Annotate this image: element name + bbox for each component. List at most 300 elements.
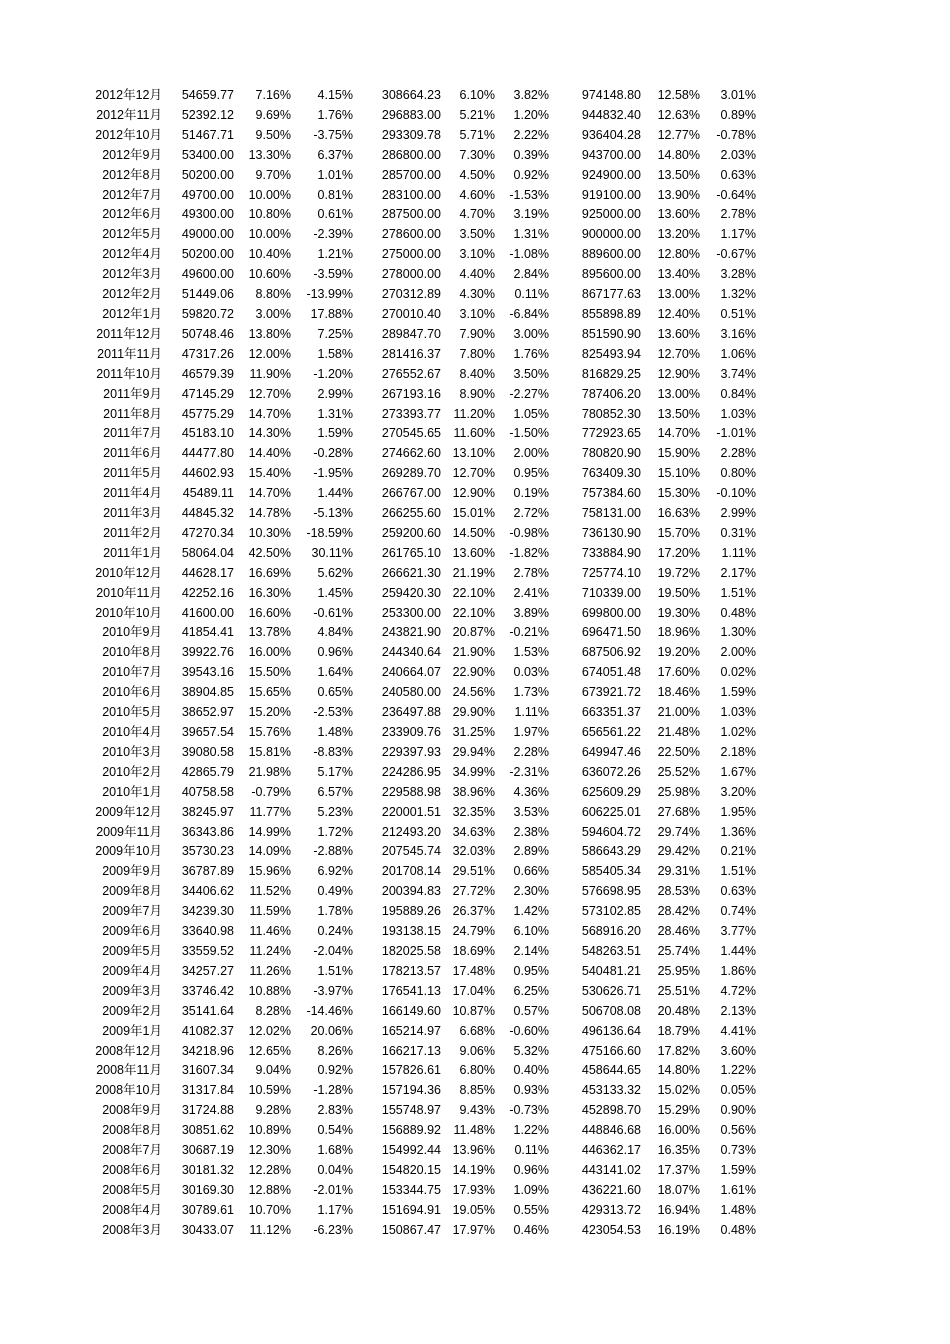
table-cell-v3[interactable]: 585405.34: [581, 864, 641, 879]
table-cell-mom3[interactable]: -0.64%: [716, 187, 756, 202]
table-cell-yoy3[interactable]: 15.02%: [657, 1083, 700, 1098]
table-cell-v1[interactable]: 30789.61: [181, 1202, 234, 1217]
table-cell-v1[interactable]: 30181.32: [181, 1162, 234, 1177]
table-cell-mom2[interactable]: 1.31%: [513, 227, 549, 242]
table-cell-yoy2[interactable]: 5.71%: [459, 127, 495, 142]
table-cell-yoy2[interactable]: 32.35%: [452, 804, 495, 819]
table-cell-mom3[interactable]: 0.31%: [720, 525, 756, 540]
table-cell-yoy1[interactable]: 14.70%: [248, 406, 291, 421]
table-cell-yoy2[interactable]: 17.04%: [452, 983, 495, 998]
table-cell-v3[interactable]: 900000.00: [581, 227, 641, 242]
table-cell-mom3[interactable]: 0.48%: [720, 1222, 756, 1237]
table-cell-yoy3[interactable]: 12.63%: [657, 107, 700, 122]
table-cell-mom2[interactable]: 1.09%: [513, 1182, 549, 1197]
table-cell-v1[interactable]: 30851.62: [181, 1123, 234, 1138]
table-cell-yoy3[interactable]: 12.90%: [657, 366, 700, 381]
table-cell-yoy1[interactable]: 12.70%: [248, 386, 291, 401]
table-cell-month[interactable]: 2008年3月: [102, 1222, 162, 1237]
table-cell-month[interactable]: 2011年10月: [96, 366, 162, 381]
table-cell-month[interactable]: 2010年5月: [102, 705, 162, 720]
table-cell-v3[interactable]: 458644.65: [581, 1063, 641, 1078]
table-cell-yoy3[interactable]: 17.37%: [657, 1162, 700, 1177]
table-cell-month[interactable]: 2009年10月: [95, 844, 162, 859]
table-cell-mom1[interactable]: 0.96%: [317, 645, 353, 660]
table-cell-yoy3[interactable]: 28.42%: [657, 904, 700, 919]
table-cell-v1[interactable]: 50200.00: [181, 167, 234, 182]
table-cell-yoy3[interactable]: 16.94%: [657, 1202, 700, 1217]
table-cell-mom1[interactable]: 1.51%: [317, 963, 353, 978]
table-cell-mom2[interactable]: 6.25%: [513, 983, 549, 998]
table-cell-v1[interactable]: 36343.86: [181, 824, 234, 839]
table-cell-v2[interactable]: 276552.67: [381, 366, 441, 381]
table-cell-v3[interactable]: 540481.21: [581, 963, 641, 978]
table-cell-mom2[interactable]: 0.55%: [513, 1202, 549, 1217]
table-cell-mom3[interactable]: 1.67%: [720, 764, 756, 779]
table-cell-mom1[interactable]: 4.15%: [317, 88, 353, 102]
table-cell-v3[interactable]: 696471.50: [581, 625, 641, 640]
table-cell-yoy3[interactable]: 13.90%: [657, 187, 700, 202]
table-cell-v3[interactable]: 855898.89: [581, 306, 641, 321]
table-cell-v2[interactable]: 283100.00: [381, 187, 441, 202]
table-cell-yoy1[interactable]: 11.52%: [249, 884, 291, 899]
table-cell-v2[interactable]: 281416.37: [381, 346, 441, 361]
table-cell-v3[interactable]: 763409.30: [581, 466, 641, 481]
table-cell-v2[interactable]: 220001.51: [381, 804, 441, 819]
table-cell-mom2[interactable]: 1.76%: [513, 346, 549, 361]
table-cell-yoy3[interactable]: 27.68%: [657, 804, 700, 819]
table-cell-v3[interactable]: 506708.08: [581, 1003, 641, 1018]
table-cell-month[interactable]: 2012年11月: [96, 107, 162, 122]
table-cell-month[interactable]: 2010年12月: [95, 565, 162, 580]
table-cell-yoy1[interactable]: 15.20%: [248, 705, 291, 720]
table-cell-month[interactable]: 2009年7月: [102, 904, 162, 919]
table-cell-yoy2[interactable]: 38.96%: [452, 784, 495, 799]
table-cell-yoy1[interactable]: 12.28%: [248, 1162, 291, 1177]
table-cell-v2[interactable]: 286800.00: [381, 147, 441, 162]
table-cell-mom1[interactable]: -2.88%: [313, 844, 353, 859]
table-cell-v1[interactable]: 33640.98: [181, 924, 234, 939]
table-cell-yoy2[interactable]: 5.21%: [459, 107, 495, 122]
table-cell-mom3[interactable]: 1.32%: [720, 287, 756, 302]
table-cell-month[interactable]: 2009年4月: [102, 963, 162, 978]
table-cell-v3[interactable]: 576698.95: [581, 884, 641, 899]
table-cell-v3[interactable]: 867177.63: [581, 287, 641, 302]
table-cell-v2[interactable]: 308664.23: [381, 88, 441, 102]
table-cell-month[interactable]: 2012年12月: [95, 88, 162, 102]
table-cell-mom2[interactable]: 3.00%: [513, 326, 549, 341]
table-cell-v1[interactable]: 50200.00: [181, 247, 234, 262]
table-cell-mom1[interactable]: 5.17%: [317, 764, 353, 779]
table-cell-month[interactable]: 2008年6月: [102, 1162, 162, 1177]
table-cell-mom3[interactable]: 0.56%: [720, 1123, 756, 1138]
table-cell-v3[interactable]: 649947.46: [581, 744, 641, 759]
table-cell-yoy1[interactable]: 9.70%: [255, 167, 291, 182]
table-cell-yoy3[interactable]: 25.95%: [657, 963, 700, 978]
table-cell-mom1[interactable]: 4.84%: [317, 625, 353, 640]
table-cell-v2[interactable]: 266255.60: [381, 506, 441, 521]
table-cell-mom2[interactable]: 1.97%: [513, 725, 549, 739]
table-cell-month[interactable]: 2012年5月: [102, 227, 162, 242]
table-cell-yoy3[interactable]: 19.72%: [657, 565, 700, 580]
table-cell-yoy3[interactable]: 18.96%: [657, 625, 700, 640]
table-cell-v1[interactable]: 30687.19: [181, 1143, 234, 1158]
table-cell-yoy3[interactable]: 18.79%: [657, 1023, 700, 1038]
table-cell-mom1[interactable]: 0.92%: [317, 1063, 353, 1078]
table-cell-mom1[interactable]: 0.54%: [317, 1123, 353, 1138]
table-cell-mom2[interactable]: 1.20%: [513, 107, 549, 122]
table-cell-v1[interactable]: 39543.16: [181, 665, 234, 680]
table-cell-mom2[interactable]: 0.19%: [513, 486, 549, 501]
table-cell-yoy2[interactable]: 19.05%: [452, 1202, 495, 1217]
table-cell-mom3[interactable]: 0.63%: [720, 884, 756, 899]
table-cell-v3[interactable]: 656561.22: [581, 725, 641, 739]
table-cell-mom1[interactable]: 1.58%: [317, 346, 353, 361]
table-cell-yoy3[interactable]: 16.00%: [657, 1123, 700, 1138]
table-cell-yoy1[interactable]: 13.80%: [248, 326, 291, 341]
table-cell-yoy2[interactable]: 9.43%: [459, 1103, 495, 1118]
table-cell-month[interactable]: 2010年10月: [95, 605, 162, 620]
table-cell-mom1[interactable]: 1.21%: [317, 247, 353, 262]
table-cell-month[interactable]: 2009年3月: [102, 983, 162, 998]
table-cell-mom2[interactable]: -0.21%: [509, 625, 549, 640]
table-cell-v2[interactable]: 176541.13: [381, 983, 441, 998]
table-cell-yoy2[interactable]: 11.60%: [453, 426, 495, 441]
table-cell-mom3[interactable]: 0.63%: [720, 167, 756, 182]
table-cell-mom3[interactable]: 1.51%: [720, 585, 756, 600]
table-cell-mom1[interactable]: -0.61%: [313, 605, 353, 620]
table-cell-mom3[interactable]: 0.74%: [720, 904, 756, 919]
table-cell-mom3[interactable]: 2.17%: [720, 565, 756, 580]
table-cell-v1[interactable]: 44628.17: [181, 565, 234, 580]
table-cell-yoy1[interactable]: 12.30%: [248, 1143, 291, 1158]
table-cell-v2[interactable]: 201708.14: [381, 864, 441, 879]
table-cell-v3[interactable]: 453133.32: [581, 1083, 641, 1098]
table-cell-yoy2[interactable]: 17.48%: [452, 963, 495, 978]
table-cell-v2[interactable]: 166217.13: [381, 1043, 441, 1058]
table-cell-mom2[interactable]: 1.11%: [514, 705, 549, 720]
table-cell-mom1[interactable]: 5.62%: [317, 565, 353, 580]
table-cell-mom1[interactable]: 0.24%: [317, 924, 353, 939]
table-cell-yoy1[interactable]: 16.60%: [248, 605, 291, 620]
table-cell-yoy3[interactable]: 18.46%: [657, 685, 700, 700]
table-cell-month[interactable]: 2008年5月: [102, 1182, 162, 1197]
table-cell-v3[interactable]: 757384.60: [581, 486, 641, 501]
table-cell-v2[interactable]: 259420.30: [381, 585, 441, 600]
table-cell-v3[interactable]: 436221.60: [581, 1182, 641, 1197]
table-cell-yoy3[interactable]: 21.48%: [657, 725, 700, 739]
table-cell-v2[interactable]: 274662.60: [381, 446, 441, 461]
table-cell-v2[interactable]: 273393.77: [381, 406, 441, 421]
table-cell-mom2[interactable]: -2.31%: [509, 764, 549, 779]
table-cell-yoy1[interactable]: 12.00%: [248, 346, 291, 361]
table-cell-mom2[interactable]: -1.08%: [509, 247, 549, 262]
table-cell-v1[interactable]: 49700.00: [181, 187, 234, 202]
table-cell-yoy3[interactable]: 12.58%: [657, 88, 700, 102]
table-cell-yoy2[interactable]: 13.10%: [452, 446, 495, 461]
table-cell-yoy2[interactable]: 14.19%: [452, 1162, 495, 1177]
table-cell-mom2[interactable]: 2.00%: [513, 446, 549, 461]
table-cell-yoy3[interactable]: 13.00%: [657, 386, 700, 401]
table-cell-yoy3[interactable]: 15.29%: [657, 1103, 700, 1118]
table-cell-month[interactable]: 2011年11月: [97, 346, 162, 361]
table-cell-month[interactable]: 2011年1月: [103, 545, 162, 560]
table-cell-mom1[interactable]: -13.99%: [306, 287, 353, 302]
table-cell-month[interactable]: 2011年3月: [103, 506, 162, 521]
table-cell-v2[interactable]: 285700.00: [381, 167, 441, 182]
table-cell-yoy2[interactable]: 4.70%: [459, 207, 495, 222]
table-cell-mom1[interactable]: 5.23%: [317, 804, 353, 819]
table-cell-yoy2[interactable]: 34.63%: [452, 824, 495, 839]
table-cell-mom2[interactable]: -1.82%: [509, 545, 549, 560]
table-cell-mom3[interactable]: 2.13%: [720, 1003, 756, 1018]
table-cell-yoy2[interactable]: 13.60%: [452, 545, 495, 560]
table-cell-mom1[interactable]: 20.06%: [310, 1023, 353, 1038]
table-cell-yoy1[interactable]: 9.28%: [255, 1103, 291, 1118]
table-cell-yoy2[interactable]: 3.10%: [459, 306, 495, 321]
table-cell-yoy2[interactable]: 15.01%: [452, 506, 495, 521]
table-cell-v2[interactable]: 267193.16: [381, 386, 441, 401]
table-cell-month[interactable]: 2011年12月: [96, 326, 162, 341]
table-cell-v2[interactable]: 153344.75: [381, 1182, 441, 1197]
table-cell-yoy2[interactable]: 14.50%: [452, 525, 495, 540]
table-cell-yoy1[interactable]: 11.26%: [249, 963, 291, 978]
table-cell-yoy3[interactable]: 14.80%: [657, 147, 700, 162]
table-cell-month[interactable]: 2010年9月: [102, 625, 162, 640]
table-cell-month[interactable]: 2010年1月: [102, 784, 162, 799]
table-cell-month[interactable]: 2008年9月: [102, 1103, 162, 1118]
table-cell-mom1[interactable]: -6.23%: [313, 1222, 353, 1237]
table-cell-mom2[interactable]: 1.73%: [513, 685, 549, 700]
table-cell-mom3[interactable]: 3.01%: [720, 88, 756, 102]
table-cell-mom3[interactable]: 0.84%: [720, 386, 756, 401]
table-cell-month[interactable]: 2012年9月: [102, 147, 162, 162]
table-cell-mom2[interactable]: 2.30%: [513, 884, 549, 899]
table-cell-v2[interactable]: 165214.97: [381, 1023, 441, 1038]
table-cell-mom3[interactable]: 2.99%: [720, 506, 756, 521]
table-cell-mom3[interactable]: 1.06%: [720, 346, 756, 361]
table-cell-yoy1[interactable]: 14.70%: [248, 486, 291, 501]
table-cell-yoy2[interactable]: 29.94%: [452, 744, 495, 759]
table-cell-yoy1[interactable]: 8.28%: [255, 1003, 291, 1018]
table-cell-mom3[interactable]: -0.10%: [716, 486, 756, 501]
table-cell-mom1[interactable]: 0.49%: [317, 884, 353, 899]
table-cell-yoy2[interactable]: 3.50%: [459, 227, 495, 242]
table-cell-yoy3[interactable]: 16.35%: [657, 1143, 700, 1158]
table-cell-mom2[interactable]: 3.53%: [513, 804, 549, 819]
table-cell-v1[interactable]: 41600.00: [181, 605, 234, 620]
table-cell-mom1[interactable]: -0.28%: [313, 446, 353, 461]
table-cell-yoy2[interactable]: 24.56%: [452, 685, 495, 700]
table-cell-month[interactable]: 2009年11月: [96, 824, 162, 839]
table-cell-v3[interactable]: 625609.29: [581, 784, 641, 799]
table-cell-v1[interactable]: 52392.12: [181, 107, 234, 122]
table-cell-v1[interactable]: 45489.11: [182, 486, 234, 501]
table-cell-yoy3[interactable]: 28.46%: [657, 924, 700, 939]
table-cell-mom1[interactable]: -14.46%: [306, 1003, 353, 1018]
table-cell-mom1[interactable]: 1.01%: [317, 167, 353, 182]
table-cell-v2[interactable]: 195889.26: [381, 904, 441, 919]
table-cell-mom1[interactable]: -2.01%: [313, 1182, 353, 1197]
table-cell-mom2[interactable]: 3.82%: [513, 88, 549, 102]
table-cell-mom2[interactable]: -6.84%: [509, 306, 549, 321]
table-cell-v1[interactable]: 44477.80: [181, 446, 234, 461]
table-cell-yoy1[interactable]: 16.30%: [248, 585, 291, 600]
table-cell-yoy1[interactable]: 11.90%: [249, 366, 291, 381]
table-cell-yoy3[interactable]: 13.00%: [657, 287, 700, 302]
table-cell-mom3[interactable]: 2.00%: [720, 645, 756, 660]
table-cell-yoy1[interactable]: 12.88%: [248, 1182, 291, 1197]
table-cell-yoy3[interactable]: 16.19%: [657, 1222, 700, 1237]
table-cell-v1[interactable]: 31607.34: [181, 1063, 234, 1078]
table-cell-month[interactable]: 2010年3月: [102, 744, 162, 759]
table-cell-v1[interactable]: 39657.54: [181, 725, 234, 739]
table-cell-month[interactable]: 2008年11月: [96, 1063, 162, 1078]
table-cell-month[interactable]: 2008年8月: [102, 1123, 162, 1138]
table-cell-yoy2[interactable]: 12.70%: [452, 466, 495, 481]
table-cell-month[interactable]: 2010年11月: [96, 585, 162, 600]
table-cell-yoy2[interactable]: 4.40%: [459, 267, 495, 282]
table-cell-yoy3[interactable]: 17.82%: [657, 1043, 700, 1058]
table-cell-v3[interactable]: 446362.17: [581, 1143, 641, 1158]
table-cell-yoy1[interactable]: 13.78%: [248, 625, 291, 640]
table-cell-yoy1[interactable]: 14.30%: [248, 426, 291, 441]
table-cell-v2[interactable]: 243821.90: [381, 625, 441, 640]
table-cell-yoy2[interactable]: 22.10%: [452, 605, 495, 620]
table-cell-mom2[interactable]: 6.10%: [513, 924, 549, 939]
table-cell-v3[interactable]: 674051.48: [581, 665, 641, 680]
table-cell-v2[interactable]: 253300.00: [381, 605, 441, 620]
table-cell-v2[interactable]: 270545.65: [381, 426, 441, 441]
table-cell-yoy2[interactable]: 17.93%: [452, 1182, 495, 1197]
table-cell-mom3[interactable]: 1.03%: [720, 705, 756, 720]
table-cell-mom2[interactable]: 1.05%: [513, 406, 549, 421]
table-cell-mom2[interactable]: 0.11%: [514, 287, 549, 302]
table-cell-mom2[interactable]: 1.53%: [513, 645, 549, 660]
table-cell-yoy2[interactable]: 4.50%: [459, 167, 495, 182]
table-cell-mom3[interactable]: 0.05%: [720, 1083, 756, 1098]
table-cell-mom2[interactable]: -0.98%: [509, 525, 549, 540]
table-cell-mom2[interactable]: 0.11%: [514, 1143, 549, 1158]
table-cell-v1[interactable]: 31317.84: [181, 1083, 234, 1098]
table-cell-yoy1[interactable]: 10.88%: [248, 983, 291, 998]
table-cell-yoy2[interactable]: 32.03%: [452, 844, 495, 859]
table-cell-yoy1[interactable]: 11.77%: [249, 804, 291, 819]
table-cell-mom1[interactable]: -18.59%: [306, 525, 353, 540]
table-cell-v2[interactable]: 150867.47: [381, 1222, 441, 1237]
table-cell-yoy3[interactable]: 21.00%: [657, 705, 700, 720]
table-cell-v3[interactable]: 974148.80: [581, 88, 641, 102]
table-cell-v3[interactable]: 772923.65: [581, 426, 641, 441]
table-cell-mom1[interactable]: -8.83%: [313, 744, 353, 759]
table-cell-v3[interactable]: 780852.30: [581, 406, 641, 421]
table-cell-v3[interactable]: 725774.10: [581, 565, 641, 580]
table-cell-mom1[interactable]: -1.20%: [313, 366, 353, 381]
table-cell-v1[interactable]: 42252.16: [181, 585, 234, 600]
table-cell-yoy3[interactable]: 25.74%: [657, 943, 700, 958]
table-cell-v1[interactable]: 54659.77: [181, 88, 234, 102]
table-cell-v1[interactable]: 34406.62: [181, 884, 234, 899]
table-cell-yoy1[interactable]: 9.04%: [255, 1063, 291, 1078]
table-cell-mom3[interactable]: 3.28%: [720, 267, 756, 282]
table-cell-yoy2[interactable]: 3.10%: [459, 247, 495, 262]
table-cell-v3[interactable]: 496136.64: [581, 1023, 641, 1038]
table-cell-v3[interactable]: 423054.53: [581, 1222, 641, 1237]
table-cell-mom1[interactable]: 0.65%: [317, 685, 353, 700]
table-cell-mom3[interactable]: 1.95%: [720, 804, 756, 819]
table-cell-mom3[interactable]: 4.41%: [720, 1023, 756, 1038]
table-cell-mom2[interactable]: -0.73%: [509, 1103, 549, 1118]
table-cell-v1[interactable]: 47145.29: [181, 386, 234, 401]
table-cell-mom1[interactable]: 2.83%: [317, 1103, 353, 1118]
table-cell-v1[interactable]: 34239.30: [181, 904, 234, 919]
table-cell-v2[interactable]: 193138.15: [381, 924, 441, 939]
table-cell-yoy3[interactable]: 13.40%: [657, 267, 700, 282]
table-cell-v3[interactable]: 673921.72: [581, 685, 641, 700]
table-cell-mom2[interactable]: 0.95%: [513, 963, 549, 978]
table-cell-v3[interactable]: 889600.00: [581, 247, 641, 262]
table-cell-mom1[interactable]: 6.57%: [317, 784, 353, 799]
table-cell-month[interactable]: 2012年6月: [102, 207, 162, 222]
table-cell-month[interactable]: 2011年4月: [103, 486, 162, 501]
table-cell-yoy2[interactable]: 6.10%: [459, 88, 495, 102]
table-cell-mom1[interactable]: 17.88%: [310, 306, 353, 321]
table-cell-yoy1[interactable]: 15.96%: [248, 864, 291, 879]
table-cell-v2[interactable]: 157194.36: [381, 1083, 441, 1098]
table-cell-v2[interactable]: 259200.60: [381, 525, 441, 540]
table-cell-v2[interactable]: 154992.44: [381, 1143, 441, 1158]
table-cell-mom3[interactable]: 1.11%: [721, 545, 756, 560]
table-cell-mom2[interactable]: 0.03%: [513, 665, 549, 680]
table-cell-v2[interactable]: 269289.70: [381, 466, 441, 481]
table-cell-v3[interactable]: 787406.20: [581, 386, 641, 401]
table-cell-yoy1[interactable]: 14.40%: [248, 446, 291, 461]
table-cell-mom1[interactable]: 2.99%: [317, 386, 353, 401]
table-cell-yoy2[interactable]: 12.90%: [452, 486, 495, 501]
table-cell-v2[interactable]: 178213.57: [381, 963, 441, 978]
table-cell-mom1[interactable]: 1.72%: [317, 824, 353, 839]
table-cell-v1[interactable]: 49300.00: [181, 207, 234, 222]
table-cell-month[interactable]: 2012年2月: [102, 287, 162, 302]
table-cell-v1[interactable]: 46579.39: [181, 366, 234, 381]
table-cell-mom3[interactable]: -0.67%: [716, 247, 756, 262]
table-cell-month[interactable]: 2009年12月: [95, 804, 162, 819]
table-cell-v2[interactable]: 270312.89: [381, 287, 441, 302]
table-cell-mom1[interactable]: -1.28%: [313, 1083, 353, 1098]
table-cell-mom3[interactable]: 1.36%: [720, 824, 756, 839]
table-cell-v3[interactable]: 573102.85: [581, 904, 641, 919]
table-cell-mom2[interactable]: 0.93%: [513, 1083, 549, 1098]
table-cell-yoy2[interactable]: 4.60%: [459, 187, 495, 202]
table-cell-mom2[interactable]: 2.28%: [513, 744, 549, 759]
table-cell-yoy3[interactable]: 15.90%: [657, 446, 700, 461]
table-cell-mom2[interactable]: 0.96%: [513, 1162, 549, 1177]
table-cell-yoy2[interactable]: 8.40%: [459, 366, 495, 381]
table-cell-v1[interactable]: 49000.00: [181, 227, 234, 242]
table-cell-mom2[interactable]: 0.95%: [513, 466, 549, 481]
table-cell-mom2[interactable]: 0.40%: [513, 1063, 549, 1078]
table-cell-v3[interactable]: 443141.02: [581, 1162, 641, 1177]
table-cell-mom1[interactable]: 1.64%: [317, 665, 353, 680]
table-cell-mom1[interactable]: -5.13%: [313, 506, 353, 521]
table-cell-v2[interactable]: 154820.15: [381, 1162, 441, 1177]
table-cell-yoy1[interactable]: 14.99%: [248, 824, 291, 839]
table-cell-month[interactable]: 2012年4月: [102, 247, 162, 262]
table-cell-v1[interactable]: 44602.93: [181, 466, 234, 481]
table-cell-yoy2[interactable]: 7.30%: [459, 147, 495, 162]
table-cell-month[interactable]: 2009年9月: [102, 864, 162, 879]
table-cell-mom1[interactable]: 1.17%: [317, 1202, 353, 1217]
table-cell-v1[interactable]: 41854.41: [181, 625, 234, 640]
